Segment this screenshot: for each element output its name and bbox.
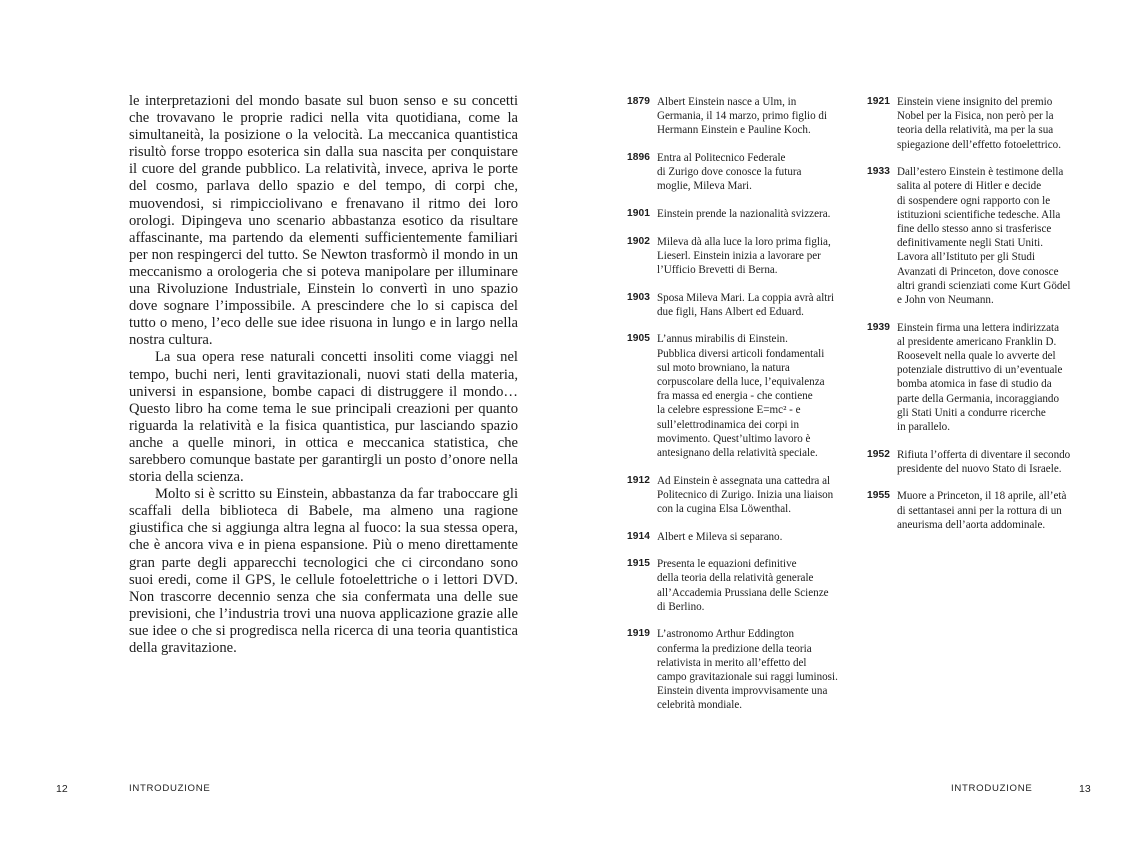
timeline-line: aneurisma dell’aorta addominale. — [897, 518, 1046, 531]
timeline-line: conferma la predizione della teoria — [657, 642, 812, 655]
running-head-right: INTRODUZIONE — [951, 783, 1033, 794]
timeline-year: 1879 — [627, 96, 651, 107]
timeline-entry — [627, 207, 852, 221]
timeline-year: 1955 — [867, 490, 891, 502]
timeline-line: Ad Einstein è assegnata una cattedra al — [657, 474, 831, 487]
timeline-entry — [627, 557, 852, 614]
timeline-line: Albert Einstein nasce a Ulm, in — [657, 96, 797, 108]
timeline-year: 1901 — [627, 208, 651, 219]
timeline-line: Entra al Politecnico Federale — [657, 152, 786, 164]
timeline-line: fra massa ed energia - che contiene — [657, 390, 813, 403]
timeline-year: 1896 — [627, 152, 651, 163]
timeline-entry — [867, 321, 1095, 435]
timeline-line: Lavora all’Istituto per gli Studi — [897, 251, 1036, 264]
timeline-line: e John von Neumann. — [897, 294, 994, 307]
paragraph: le interpretazioni del mondo basate sul buon senso e su concetti che trovavano le proprie radici nella vita quotidiana, come la simultaneità, la posizione o la velocità. La meccanica quantistica risultò forse troppo esoterica sin dalla sua nascita per conquistare il cuore del grande pubblico. La relatività, invece, apriva le porte del cosmo, parlava dello spazio e del tempo, di corpi che, muovendosi, si rimpicciolivano e frenavano il ritmo dei loro orologi. Dipingeva uno scenario abbastanza esotico da risultare affascinante, ma partendo da elementi sufficientemente familiari per non respingerci del tutto. Se Newton trasformò il mondo in un meccanismo a orologeria che si poteva manipolare per illuminare una Rivoluzione Industriale, Einstein lo convertì in uno spazio dove sognare l’impossibile. A prescindere che lo si capisca del tutto o meno, l’eco delle sue idee risuona in lungo e in largo nella nostra cultura. — [129, 93, 518, 349]
timeline-line: Dall’estero Einstein è testimone della — [897, 166, 1064, 179]
timeline-entry — [627, 332, 852, 460]
running-head-left: INTRODUZIONE — [129, 783, 211, 794]
timeline-description — [657, 207, 852, 221]
timeline-line: Pubblica diversi articoli fondamentali — [657, 347, 825, 360]
timeline-line: Mileva dà alla luce la loro prima figlia, — [657, 235, 831, 248]
body-text — [129, 93, 518, 657]
timeline-description — [657, 95, 852, 138]
timeline-line: spiegazione dell’effetto fotoelettrico. — [897, 138, 1061, 151]
timeline-line: Rifiuta l’offerta di diventare il secondo — [897, 448, 1071, 461]
timeline-year: 1903 — [627, 291, 651, 303]
timeline-line: presidente del nuovo Stato di Israele. — [897, 462, 1062, 475]
timeline-line: L’annus mirabilis di Einstein. — [657, 333, 788, 346]
timeline-line: di sospendere ogni rapporto con le — [897, 194, 1051, 207]
timeline-year: 1921 — [867, 96, 891, 107]
timeline-description — [897, 448, 1095, 476]
timeline-line: campo gravitazionale sui raggi luminosi. — [657, 671, 838, 684]
timeline-description — [657, 151, 852, 194]
timeline-line: con la cugina Elsa Löwenthal. — [657, 503, 792, 516]
timeline-line: movimento. Quest’ultimo lavoro è — [657, 432, 811, 445]
timeline-line: la celebre espressione E=mc² - e — [657, 404, 801, 417]
timeline-entry — [627, 530, 852, 544]
timeline-line: al presidente americano Franklin D. — [897, 335, 1057, 348]
timeline-year: 1902 — [627, 235, 651, 247]
timeline-description — [657, 557, 852, 614]
timeline-entry — [627, 95, 852, 138]
timeline-year: 1933 — [867, 166, 891, 178]
timeline-line: Sposa Mileva Mari. La coppia avrà altri — [657, 291, 835, 304]
timeline-line: Nobel per la Fisica, non però per la — [897, 110, 1054, 123]
timeline-description — [657, 530, 852, 544]
paragraph: Molto si è scritto su Einstein, abbastanza da far traboccare gli scaffali della biblioteca di Babele, ma almeno una ragione giustifica che si aggiunga altra legna al fuoco: la sua stessa opera, che è ancora viva e in piena espansione. Più o meno direttamente gran parte degli apparecchi tecnologici che ci circondano sono suoi eredi, come il GPS, le cellule fotoelettriche o i lettori DVD. Non trascorre decennio senza che sia confermata una delle sue previsioni, che l’industria trovi una nuova applicazione grazie alle sue idee o che si progredisca nella ricerca di una teoria quantistica della gravitazione. — [129, 486, 518, 656]
timeline-entry — [867, 165, 1095, 307]
timeline-entry — [627, 235, 852, 278]
timeline-entry — [627, 291, 852, 319]
timeline-line: Politecnico di Zurigo. Inizia una liaison — [657, 488, 834, 501]
timeline-line: due figli, Hans Albert ed Eduard. — [657, 305, 804, 318]
timeline-line: in parallelo. — [897, 421, 950, 434]
timeline-line: teoria della relatività, ma per la sua — [897, 124, 1054, 137]
page-number-left: 12 — [56, 783, 68, 795]
timeline-description — [897, 165, 1095, 307]
timeline-line: di Berlino. — [657, 600, 705, 613]
timeline-entry — [627, 474, 852, 517]
timeline-year: 1915 — [627, 558, 651, 570]
timeline-line: Lieserl. Einstein inizia a lavorare per — [657, 249, 821, 262]
timeline-line: Presenta le equazioni definitive — [657, 558, 797, 571]
timeline-entry — [627, 627, 852, 712]
timeline-line: Einstein diventa improvvisamente una — [657, 685, 828, 698]
timeline-line: salita al potere di Hitler e decide — [897, 180, 1042, 193]
timeline-year: 1952 — [867, 448, 891, 460]
timeline-line: all’Accademia Prussiana delle Scienze — [657, 586, 829, 599]
timeline-description — [657, 291, 852, 319]
timeline-line: bomba atomica in fase di studio da — [897, 378, 1052, 391]
timeline-line: Germania, il 14 marzo, primo figlio di — [657, 110, 828, 123]
timeline-line: L’astronomo Arthur Eddington — [657, 628, 795, 641]
timeline-line: Roosevelt nella quale lo avverte del — [897, 350, 1056, 363]
page-number-right: 13 — [1079, 783, 1091, 795]
timeline-entry — [867, 448, 1095, 476]
timeline-line: istituzioni scientifiche tedesche. Alla — [897, 208, 1061, 221]
timeline-line: Albert e Mileva si separano. — [657, 530, 783, 543]
timeline-description — [897, 321, 1095, 435]
timeline-line: corpuscolare della luce, l’equivalenza — [657, 376, 825, 388]
timeline-line: Einstein firma una lettera indirizzata — [897, 321, 1060, 334]
timeline-entry — [867, 489, 1095, 532]
timeline-entry — [627, 151, 852, 194]
timeline-year: 1914 — [627, 530, 651, 542]
timeline-line: fine dello stesso anno si trasferisce — [897, 223, 1052, 236]
timeline-column-right — [867, 95, 1095, 545]
timeline-year: 1912 — [627, 474, 651, 486]
timeline-line: celebrità mondiale. — [657, 699, 743, 712]
timeline-line: Hermann Einstein e Pauline Koch. — [657, 124, 811, 137]
timeline-line: sul moto browniano, la natura — [657, 361, 790, 374]
timeline-line: gli Stati Uniti a condurre ricerche — [897, 406, 1046, 419]
timeline-description — [897, 489, 1095, 532]
timeline-year: 1905 — [627, 333, 651, 345]
timeline-line: relativista in merito all’effetto del — [657, 656, 807, 669]
timeline-description — [657, 235, 852, 278]
timeline-line: Avanzati di Princeton, dove conosce — [897, 265, 1059, 278]
timeline-description — [897, 95, 1095, 152]
timeline-line: l’Ufficio Brevetti di Berna. — [657, 264, 778, 276]
timeline-line: della teoria della relatività generale — [657, 572, 814, 585]
timeline-line: altri grandi scienziati come Kurt Gödel — [897, 279, 1071, 292]
timeline-column-left — [627, 95, 852, 726]
timeline-line: di Zurigo dove conosce la futura — [657, 166, 802, 179]
timeline-line: di settantasei anni per la rottura di un — [897, 504, 1062, 517]
timeline-line: definitivamente negli Stati Uniti. — [897, 237, 1044, 250]
timeline-description — [657, 332, 852, 460]
timeline-line: potenziale distruttivo di un’eventuale — [897, 364, 1063, 377]
timeline-line: Muore a Princeton, il 18 aprile, all’età — [897, 490, 1067, 503]
timeline-line: antesignano della relatività speciale. — [657, 447, 818, 460]
timeline-entry — [867, 95, 1095, 152]
timeline-line: moglie, Mileva Mari. — [657, 180, 752, 193]
timeline-line: Einstein viene insignito del premio — [897, 96, 1053, 108]
timeline-line: Einstein prende la nazionalità svizzera. — [657, 208, 831, 220]
timeline-description — [657, 627, 852, 712]
timeline-year: 1919 — [627, 628, 651, 640]
paragraph: La sua opera rese naturali concetti insoliti come viaggi nel tempo, buchi neri, lenti gravitazionali, nuovi stati della materia, universi in espansione, bombe capaci di distruggere il mondo… Questo libro ha come tema le sue principali creazioni per quanto riguarda la relatività e la fisica quantistica, pur lasciando spazio anche a quelle minori, in ottica e meccanica statistica, che sarebbero comunque bastate per garantirgli un posto d’onore nella storia della scienza. — [129, 349, 518, 486]
timeline-line: parte della Germania, incoraggiando — [897, 392, 1060, 405]
timeline-year: 1939 — [867, 321, 891, 333]
timeline-description — [657, 474, 852, 517]
timeline-line: sull’elettrodinamica dei corpi in — [657, 418, 800, 431]
